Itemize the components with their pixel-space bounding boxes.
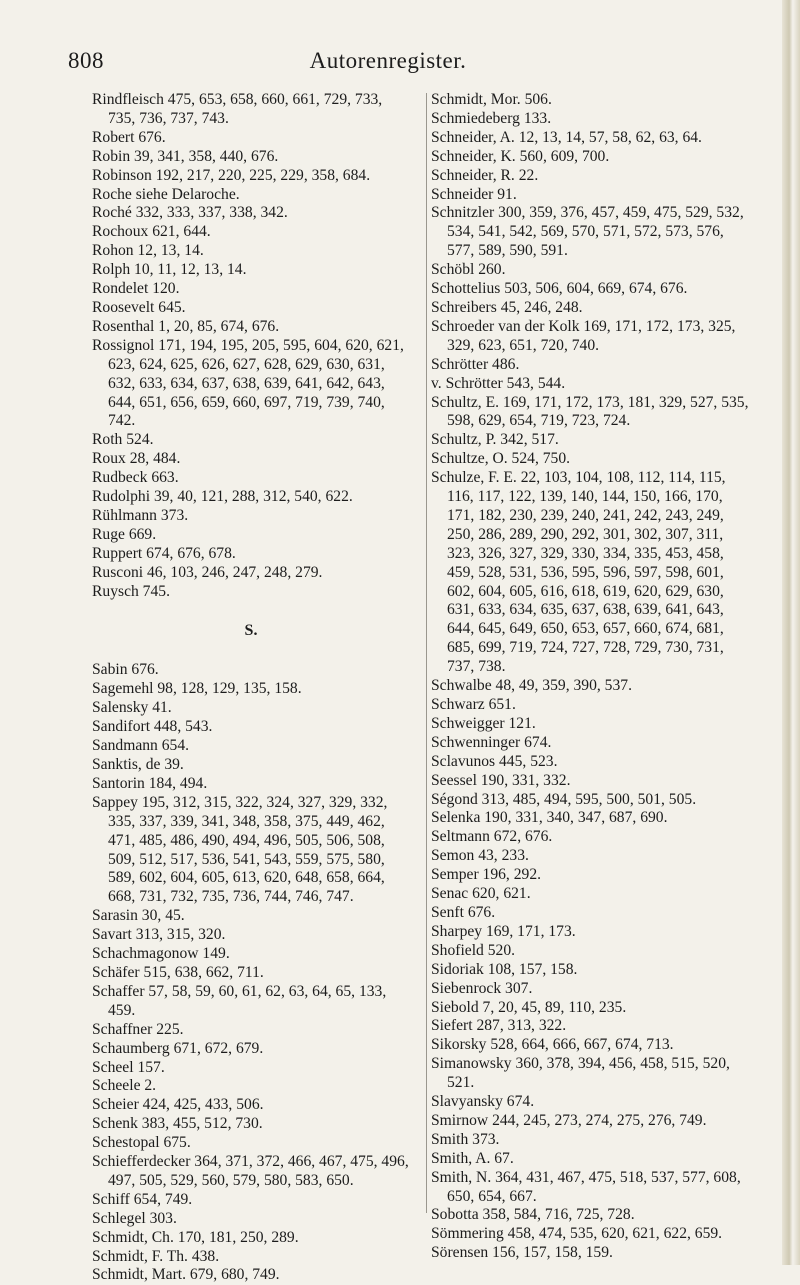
index-entry: Simanowsky 360, 378, 394, 456, 458, 515, 520, 521.	[431, 1055, 730, 1092]
index-entry: Ruge 669.	[92, 525, 157, 543]
index-entry: Siebenrock 307.	[431, 979, 533, 997]
index-entry: Rindfleisch 475, 653, 658, 660, 661, 729, 733, 735, 736, 737, 743.	[92, 91, 383, 127]
index-entry: Roché 332, 333, 337, 338, 342.	[92, 204, 288, 222]
section-letter-s: S.	[244, 622, 258, 640]
index-entry: Schrötter 486.	[431, 355, 520, 373]
index-entry: Schottelius 503, 506, 604, 669, 674, 676.	[431, 280, 688, 298]
index-entry: Schaumberg 671, 672, 679.	[92, 1039, 264, 1057]
index-entry: Ruppert 674, 676, 678.	[92, 544, 236, 562]
index-entry: Schestopal 675.	[92, 1134, 191, 1152]
index-entry: Schenk 383, 455, 512, 730.	[92, 1115, 263, 1133]
index-entry: Schmidt, Mart. 679, 680, 749.	[92, 1266, 280, 1284]
index-entry: Senac 620, 621.	[431, 885, 531, 903]
index-entry: Rudbeck 663.	[92, 469, 179, 487]
index-entry: Sömmering 458, 474, 535, 620, 621, 622, 659.	[431, 1225, 723, 1243]
index-entry: Ségond 313, 485, 494, 595, 500, 501, 505.	[431, 790, 697, 808]
index-entry: Roche siehe Delaroche.	[92, 185, 240, 203]
running-title: Autorenregister.	[309, 48, 467, 73]
index-columns	[92, 91, 749, 1284]
index-entry: Schultz, P. 342, 517.	[431, 431, 559, 449]
index-entry: Schnitzler 300, 359, 376, 457, 459, 475, 529, 532, 534, 541, 542, 569, 570, 571, 572, 573, 576, 577, 589, 590, 591.	[431, 204, 744, 260]
index-entry: Sandmann 654.	[92, 737, 190, 755]
column-divider	[426, 93, 427, 1213]
index-entry: Semper 196, 292.	[431, 866, 542, 884]
index-entry: Semon 43, 233.	[431, 847, 529, 865]
index-entry: Schmiedeberg 133.	[431, 109, 552, 127]
page-header	[68, 48, 708, 78]
index-entry: Ruysch 745.	[92, 582, 170, 600]
index-entry: Schneider, R. 22.	[431, 166, 539, 184]
index-entry: Seltmann 672, 676.	[431, 828, 553, 846]
entries-right	[431, 91, 749, 1263]
index-entry: Smith, N. 364, 431, 467, 475, 518, 537, 577, 608, 650, 654, 667.	[431, 1168, 741, 1205]
index-entry: Schachmagonow 149.	[92, 945, 230, 963]
index-entry: Sidoriak 108, 157, 158.	[431, 960, 578, 978]
index-entry: Scheier 424, 425, 433, 506.	[92, 1096, 264, 1114]
index-entry: Scheele 2.	[92, 1077, 157, 1095]
index-entry: Smirnow 244, 245, 273, 274, 275, 276, 749.	[431, 1111, 707, 1129]
index-entry: Shofield 520.	[431, 941, 516, 959]
index-entry: Schmidt, Ch. 170, 181, 250, 289.	[92, 1228, 299, 1246]
index-entry: Sclavunos 445, 523.	[431, 752, 558, 770]
index-entry: Sarasin 30, 45.	[92, 907, 185, 925]
index-entry: Sharpey 169, 171, 173.	[431, 922, 576, 940]
index-entry: Siebold 7, 20, 45, 89, 110, 235.	[431, 998, 627, 1016]
index-entry: Rochoux 621, 644.	[92, 223, 211, 241]
index-entry: Sandifort 448, 543.	[92, 718, 213, 736]
right-column	[431, 91, 749, 1263]
index-entry: Schultze, O. 524, 750.	[431, 450, 571, 468]
index-entry: Roux 28, 484.	[92, 450, 181, 468]
index-entry: Roth 524.	[92, 431, 154, 449]
index-entry: Robin 39, 341, 358, 440, 676.	[92, 147, 279, 165]
index-entry: Rusconi 46, 103, 246, 247, 248, 279.	[92, 563, 323, 581]
index-entry: Sanktis, de 39.	[92, 756, 184, 773]
index-entry: v. Schrötter 543, 544.	[431, 374, 566, 392]
index-entry: Schmidt, F. Th. 438.	[92, 1247, 220, 1265]
index-entry: Santorin 184, 494.	[92, 774, 208, 792]
index-entry: Schöbl 260.	[431, 261, 506, 279]
index-entry: Rühlmann 373.	[92, 506, 189, 524]
entries-r	[92, 91, 410, 601]
index-entry: Savart 313, 315, 320.	[92, 926, 226, 944]
index-entry: Rondelet 120.	[92, 280, 180, 298]
index-entry: Slavyansky 674.	[431, 1093, 535, 1111]
index-entry: Schreibers 45, 246, 248.	[431, 298, 583, 316]
index-entry: Sörensen 156, 157, 158, 159.	[431, 1244, 613, 1262]
index-entry: Smith, A. 67.	[431, 1149, 514, 1167]
index-entry: Roosevelt 645.	[92, 298, 186, 316]
index-entry: Rudolphi 39, 40, 121, 288, 312, 540, 622.	[92, 488, 353, 506]
index-entry: Schroeder van der Kolk 169, 171, 172, 173, 325, 329, 623, 651, 720, 740.	[431, 317, 736, 354]
index-entry: Siefert 287, 313, 322.	[431, 1017, 567, 1035]
index-entry: Selenka 190, 331, 340, 347, 687, 690.	[431, 809, 668, 827]
index-entry: Schlegel 303.	[92, 1209, 177, 1227]
index-entry: Sikorsky 528, 664, 666, 667, 674, 713.	[431, 1036, 674, 1054]
index-entry: Sobotta 358, 584, 716, 725, 728.	[431, 1206, 635, 1224]
index-entry: Seessel 190, 331, 332.	[431, 771, 571, 789]
index-entry: Schneider, A. 12, 13, 14, 57, 58, 62, 63, 64.	[431, 128, 702, 146]
index-entry: Schneider, K. 560, 609, 700.	[431, 147, 610, 165]
index-entry: Sabin 676.	[92, 661, 159, 679]
index-entry: Robinson 192, 217, 220, 225, 229, 358, 684.	[92, 166, 371, 184]
index-entry: Schaffner 225.	[92, 1020, 184, 1038]
index-entry: Sappey 195, 312, 315, 322, 324, 327, 329, 332, 335, 337, 339, 341, 348, 358, 375, 449, 462, 471, 485, 486, 490, 494, 496, 505, 506, 508, 509, 512, 517, 536, 541, 543, 559, 575, 580, 589, 602, 604, 605, 613, 620, 648, 658, 664, 668, 731, 732, 735, 736, 744, 746, 747.	[92, 793, 388, 906]
index-entry: Sagemehl 98, 128, 129, 135, 158.	[92, 680, 302, 698]
index-entry: Schwalbe 48, 49, 359, 390, 537.	[431, 677, 632, 695]
index-entry: Schultz, E. 169, 171, 172, 173, 181, 329, 527, 535, 598, 629, 654, 719, 723, 724.	[431, 393, 749, 430]
index-entry: Rohon 12, 13, 14.	[92, 242, 204, 260]
index-entry: Salensky 41.	[92, 699, 172, 717]
index-entry: Schneider 91.	[431, 185, 517, 203]
index-entry: Schiefferdecker 364, 371, 372, 466, 467, 475, 496, 497, 505, 529, 560, 579, 580, 583, 650.	[92, 1153, 409, 1189]
index-entry: Schiff 654, 749.	[92, 1190, 193, 1208]
index-entry: Robert 676.	[92, 128, 166, 146]
index-entry: Smith 373.	[431, 1130, 500, 1148]
index-entry: Schwenninger 674.	[431, 733, 552, 751]
index-entry: Schulze, F. E. 22, 103, 104, 108, 112, 114, 115, 116, 117, 122, 139, 140, 144, 150, 166, 170, 171, 182, 230, 239, 240, 241, 242, 243, 249, 250, 286, 289, 290, 292, 301, 302, 307, 311, 323, 326, 327, 329, 330, 334, 335, 453, 458, 459, 528, 531, 536, 595, 596, 597, 598, 601, 602, 604, 605, 616, 618, 619, 620, 629, 630, 631, 633, 634, 635, 637, 638, 639, 641, 643, 644, 645, 649, 650, 653, 657, 660, 674, 681, 685, 699, 719, 724, 727, 728, 729, 730, 731, 737, 738.	[431, 469, 726, 676]
index-entry: Rosenthal 1, 20, 85, 674, 676.	[92, 317, 280, 335]
index-entry: Senft 676.	[431, 903, 496, 921]
page-number: 808	[68, 48, 104, 73]
index-entry: Rossignol 171, 194, 195, 205, 595, 604, 620, 621, 623, 624, 625, 626, 627, 628, 629, 630, 631, 632, 633, 634, 637, 638, 639, 641, 642, 643, 644, 651, 656, 659, 660, 697, 719, 739, 740, 742.	[92, 336, 404, 430]
index-entry: Schweigger 121.	[431, 714, 536, 732]
page-edge	[782, 0, 800, 1265]
index-entry: Rolph 10, 11, 12, 13, 14.	[92, 261, 247, 279]
entries-s	[92, 661, 410, 1285]
index-entry: Schaffer 57, 58, 59, 60, 61, 62, 63, 64, 65, 133, 459.	[92, 982, 387, 1019]
index-entry: Schmidt, Mor. 506.	[431, 91, 552, 108]
index-entry: Scheel 157.	[92, 1058, 165, 1076]
index-entry: Schwarz 651.	[431, 696, 516, 713]
left-column	[92, 91, 410, 1285]
index-entry: Schäfer 515, 638, 662, 711.	[92, 963, 264, 981]
